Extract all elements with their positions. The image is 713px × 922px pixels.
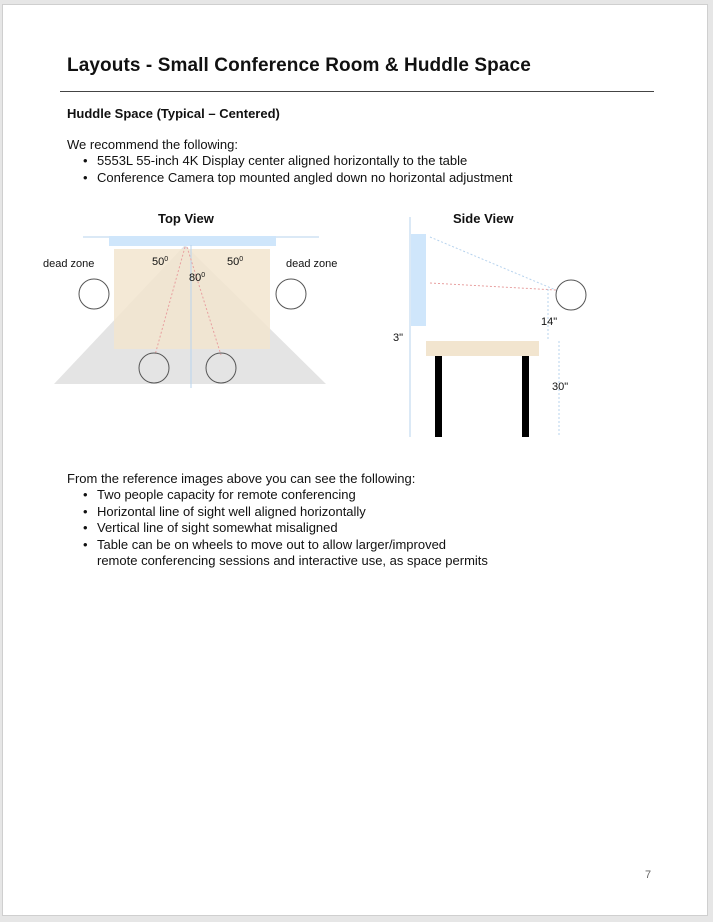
- list-item-text: Table can be on wheels to move out to allow larger/improved: [97, 536, 447, 552]
- bullet: •: [83, 520, 88, 535]
- list-item-text: Conference Camera top mounted angled down no horizontal adjustment: [97, 169, 513, 185]
- page-number: 7: [645, 869, 652, 881]
- dimension-label-14: 14": [541, 316, 558, 328]
- bullet: •: [83, 153, 88, 168]
- list-item-text-continued: remote conferencing sessions and interactive use, as space permits: [97, 553, 488, 568]
- dead-zone-label-left: dead zone: [43, 258, 95, 270]
- list-item: [83, 537, 488, 570]
- list-item: [83, 487, 488, 504]
- recommend-intro: We recommend the following:: [67, 137, 239, 152]
- observations-list: [83, 487, 488, 570]
- list-item: [83, 504, 488, 521]
- sightline-bottom: [430, 283, 556, 290]
- list-item-text: 5553L 55-inch 4K Display center aligned horizontally to the table: [97, 153, 468, 168]
- table-leg-left: [435, 356, 442, 437]
- angle-value: 80: [189, 272, 202, 284]
- degree-mark: 0: [201, 272, 206, 279]
- section-heading: Huddle Space (Typical – Centered): [67, 106, 280, 121]
- side-view-diagram: [3, 5, 709, 917]
- bullet: •: [83, 487, 88, 502]
- observations-intro: From the reference images above you can see the following:: [67, 471, 416, 486]
- document-page: [2, 4, 708, 916]
- side-view-title: Side View: [453, 211, 514, 226]
- display: [411, 234, 426, 326]
- bullet: •: [83, 169, 88, 185]
- table-leg-right: [522, 356, 529, 437]
- angle-value: 50: [227, 256, 240, 268]
- bullet: •: [83, 536, 88, 552]
- dead-zone-label-right: dead zone: [286, 258, 338, 270]
- table-top: [426, 341, 539, 356]
- degree-mark: 0: [239, 256, 244, 263]
- list-item-text: Vertical line of sight somewhat misaligned: [97, 520, 338, 535]
- list-item-text: Two people capacity for remote conferencing: [97, 487, 356, 502]
- sightline-top: [430, 237, 558, 291]
- top-view-title: Top View: [158, 211, 214, 226]
- person-head: [556, 280, 586, 310]
- page-title: Layouts - Small Conference Room & Huddle Space: [67, 55, 531, 76]
- bullet: •: [83, 503, 88, 519]
- list-item: [83, 520, 488, 537]
- degree-mark: 0: [164, 256, 169, 263]
- list-item-text: Horizontal line of sight well aligned horizontally: [97, 503, 366, 519]
- angle-value: 50: [152, 256, 165, 268]
- dimension-label-3: 3": [393, 332, 404, 344]
- dimension-label-30: 30": [552, 381, 569, 393]
